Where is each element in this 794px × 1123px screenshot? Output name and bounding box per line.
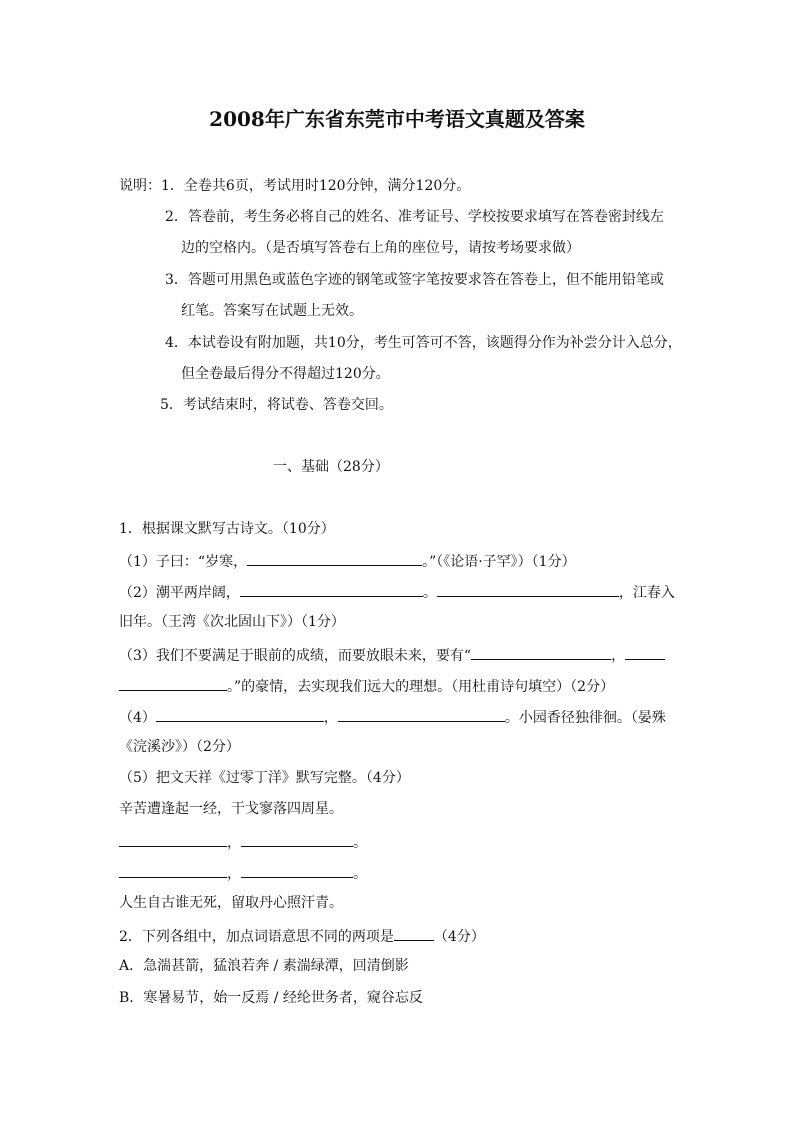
answer-blank[interactable] bbox=[119, 863, 227, 878]
instruction-2-cont: 边的空格内。（是否填写答卷右上角的座位号，请按考场要求做） bbox=[181, 240, 580, 256]
q1-p4-text-c: 。小园香径独徘徊。（晏殊 bbox=[504, 710, 666, 726]
question-1-part-5: （5）把文天祥《过零丁洋》默写完整。（4分） bbox=[119, 770, 410, 786]
instruction-4: 4．本试卷设有附加题，共10分，考生可答可不答，该题得分作为补尝分计入总分， bbox=[165, 335, 682, 351]
answer-blank[interactable] bbox=[394, 926, 434, 941]
poem-line-1: 辛苦遭逢起一经，干戈寥落四周星。 bbox=[119, 801, 343, 817]
instruction-2: 2．答卷前，考生务必将自己的姓名、准考证号、学校按要求填写在答卷密封线左 bbox=[165, 209, 664, 225]
q1-p3-text-c: 。”的豪情，去实现我们远大的理想。（用杜甫诗句填空）（2分） bbox=[227, 679, 615, 695]
answer-blank[interactable] bbox=[156, 707, 324, 722]
question-1-part-2 bbox=[119, 582, 675, 602]
answer-blank[interactable] bbox=[247, 551, 422, 566]
poem-comma: ， bbox=[227, 835, 241, 851]
section-heading: 一、基础（28分） bbox=[273, 459, 389, 475]
question-1-stem: 1．根据课文默写古诗文。（10分） bbox=[119, 521, 335, 537]
poem-line-3 bbox=[119, 863, 367, 883]
q1-p2-text-b: 。 bbox=[422, 585, 437, 601]
question-1-part-1 bbox=[119, 551, 576, 571]
option-a: A．急湍甚箭，猛浪若奔 / 素湍绿潭，回清倒影 bbox=[119, 958, 409, 974]
option-b: B．寒暑易节，始一反焉 / 经纶世务者，窥谷忘反 bbox=[119, 990, 423, 1006]
answer-blank[interactable] bbox=[119, 832, 227, 847]
instruction-1: 说明：1．全卷共6页，考试用时120分钟，满分120分。 bbox=[119, 178, 471, 194]
question-2-stem bbox=[119, 926, 485, 946]
answer-blank[interactable] bbox=[119, 676, 227, 691]
poem-period: 。 bbox=[353, 835, 367, 851]
answer-blank[interactable] bbox=[241, 832, 353, 847]
q1-p4-text-a: （4） bbox=[119, 710, 156, 726]
instruction-4-cont: 但全卷最后得分不得超过120分。 bbox=[181, 366, 390, 382]
poem-line-2 bbox=[119, 832, 367, 852]
answer-blank[interactable] bbox=[471, 645, 611, 660]
instruction-3: 3．答题可用黑色或蓝色字迹的钢笔或签字笔按要求答在答卷上，但不能用铅笔或 bbox=[165, 272, 664, 288]
answer-blank[interactable] bbox=[625, 645, 665, 660]
answer-blank[interactable] bbox=[240, 582, 423, 597]
answer-blank[interactable] bbox=[338, 707, 505, 722]
question-1-part-2-cont: 旧年。（王湾《次北固山下》）（1分） bbox=[119, 614, 345, 630]
poem-line-4: 人生自古谁无死，留取丹心照汗青。 bbox=[119, 895, 343, 911]
poem-period: 。 bbox=[353, 866, 367, 882]
question-1-part-3-cont bbox=[119, 676, 614, 696]
answer-blank[interactable] bbox=[437, 582, 619, 597]
question-1-part-3 bbox=[119, 645, 665, 665]
poem-comma: ， bbox=[227, 866, 241, 882]
q1-p2-text-a: （2）潮平两岸阔， bbox=[119, 585, 240, 601]
question-1-part-4 bbox=[119, 707, 666, 727]
q1-p4-text-b: ， bbox=[323, 710, 338, 726]
question-1-part-4-cont: 《浣溪沙》）（2分） bbox=[119, 739, 240, 755]
answer-blank[interactable] bbox=[241, 863, 353, 878]
q1-p2-text-c: ，江春入 bbox=[618, 585, 675, 601]
q1-p3-text-b: ， bbox=[611, 648, 626, 664]
q2-stem-text-a: 2．下列各组中，加点词语意思不同的两项是 bbox=[119, 929, 394, 945]
q1-p3-text-a: （3）我们不要满足于眼前的成绩，而要放眼未来，要有“ bbox=[119, 648, 472, 664]
instruction-3-cont: 红笔。答案写在试题上无效。 bbox=[181, 303, 363, 319]
q1-p1-text-b: 。”（《论语·子罕》）（1分） bbox=[422, 554, 576, 570]
instruction-5: 5．考试结束时，将试卷、答卷交回。 bbox=[160, 397, 393, 413]
q1-p1-text-a: （1）子曰：“岁寒， bbox=[119, 554, 248, 570]
q2-stem-text-b: （4分） bbox=[433, 929, 485, 945]
page-title: 2008年广东省东莞市中考语文真题及答案 bbox=[209, 107, 585, 131]
